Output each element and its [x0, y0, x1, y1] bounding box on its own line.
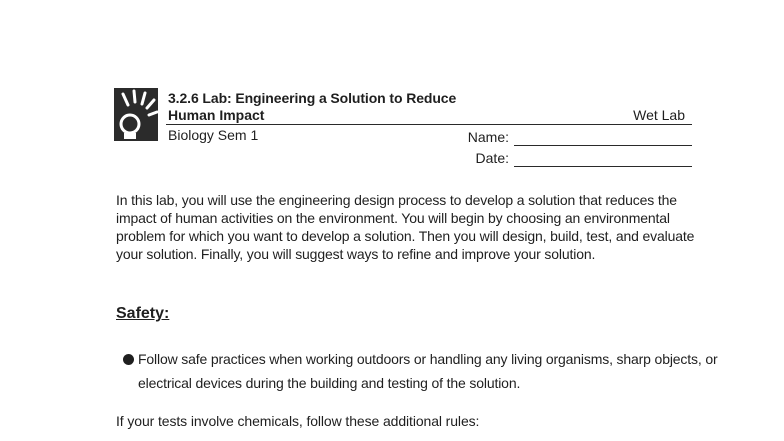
name-label: Name:: [467, 129, 509, 145]
bullet-icon: [123, 354, 134, 365]
header-divider: [166, 124, 692, 125]
lab-title: 3.2.6 Lab: Engineering a Solution to Reduce: [168, 90, 457, 106]
lab-title-line2: Human Impact: [168, 107, 265, 123]
safety-item-text: Follow safe practices when working outdoors or handling any living organisms, sharp objects, or electrical devices during the building and testing of the solution.: [138, 351, 718, 391]
list-item: [122, 347, 722, 395]
course-name: Biology Sem 1: [168, 127, 259, 143]
safety-heading: Safety:: [116, 305, 170, 322]
date-label: Date:: [475, 150, 509, 166]
lab-type-label: Wet Lab: [633, 107, 685, 123]
name-field[interactable]: [514, 145, 692, 146]
chemical-rules-intro: If your tests involve chemicals, follow these additional rules:: [116, 413, 480, 429]
intro-paragraph: In this lab, you will use the engineering design process to develop a solution that reduces the impact of human activities on the environment. You will begin by choosing an environmental problem for which you want to develop a solution. Then you will design, build, test, and evaluate your solution. Finally, you will suggest ways to refine and improve your solution.: [116, 192, 695, 262]
safety-list: [122, 347, 722, 395]
lightbulb-logo-icon: [114, 88, 158, 141]
date-field[interactable]: [514, 166, 692, 167]
